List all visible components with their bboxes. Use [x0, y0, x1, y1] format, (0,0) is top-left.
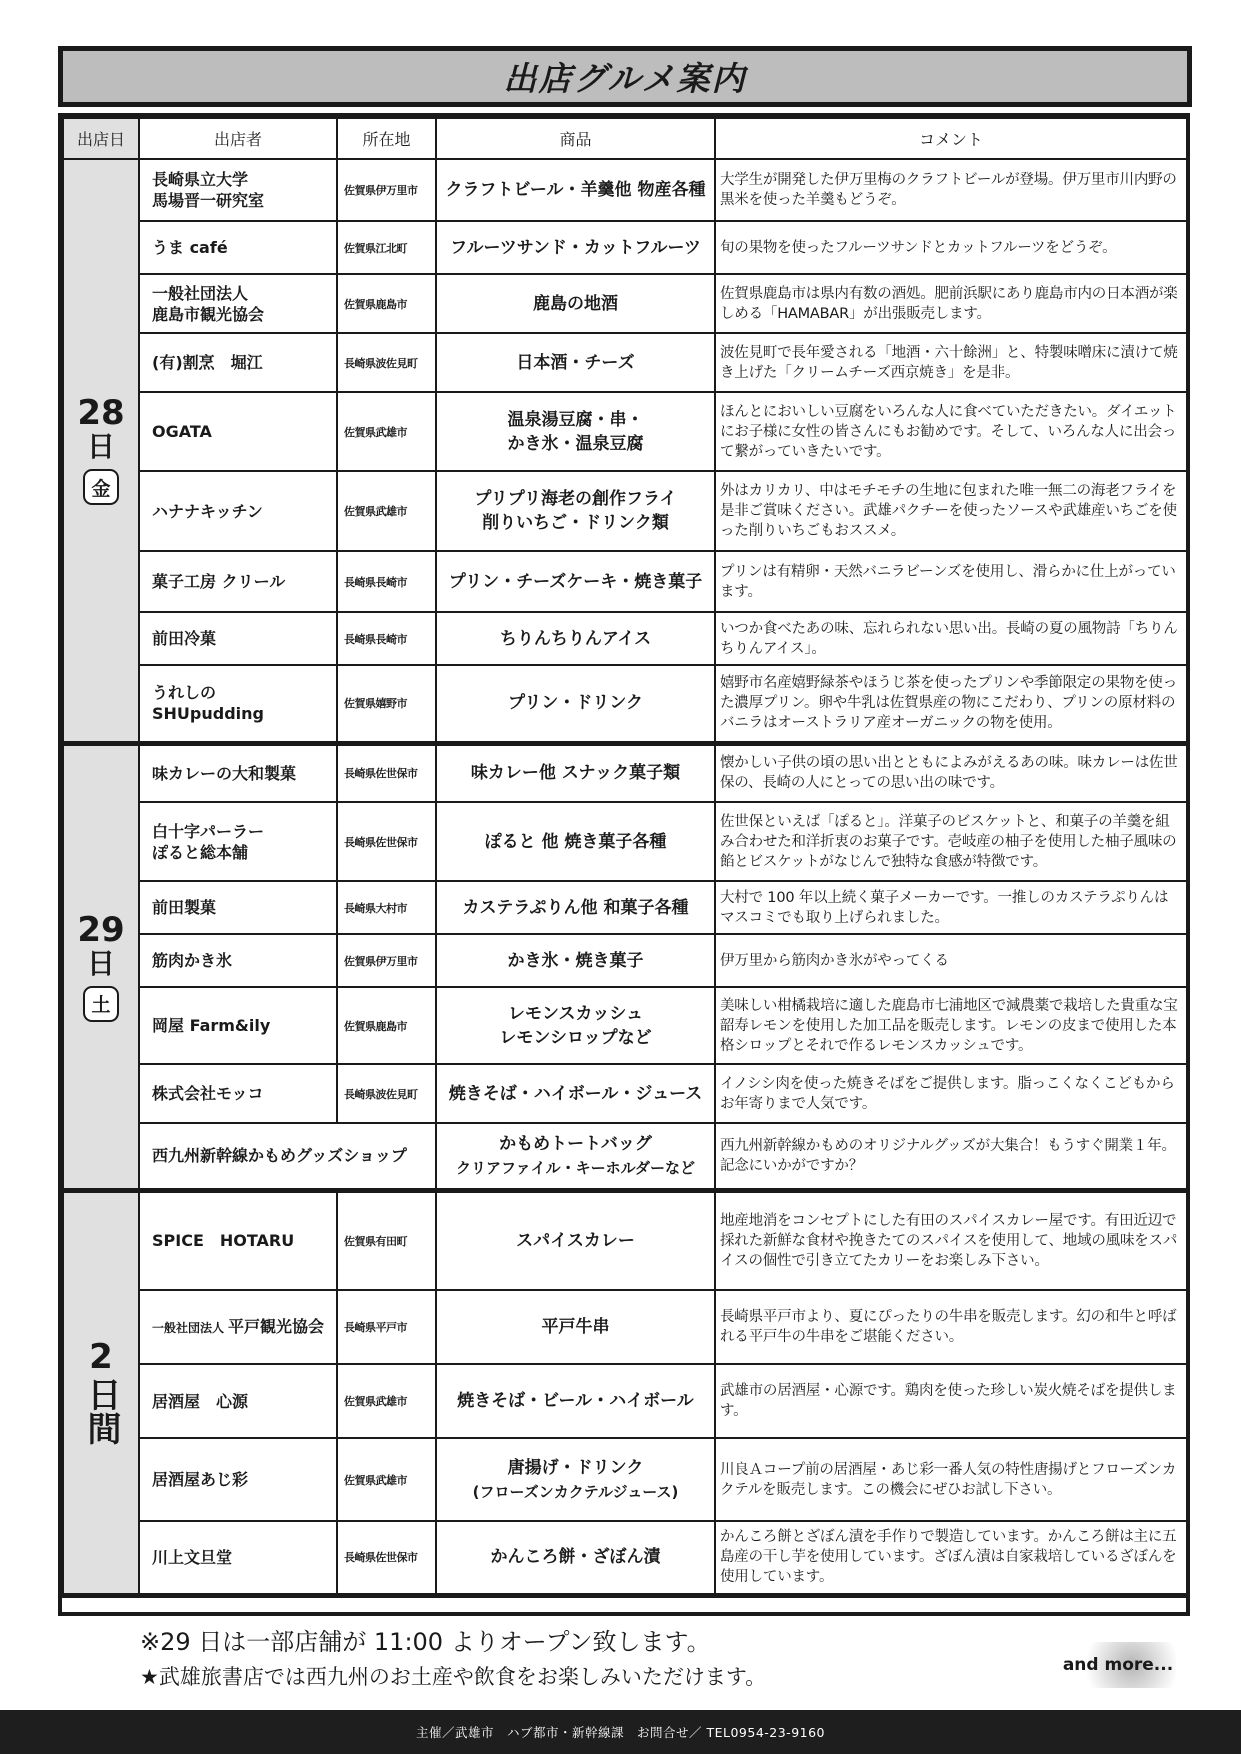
- vendor-name: ハナナキッチン: [139, 471, 337, 551]
- vendor-comment: 佐賀県鹿島市は県内有数の酒処。肥前浜駅にあり鹿島市内の日本酒が楽しめる「HAMABAR」が出張販売します。: [715, 274, 1187, 333]
- vendor-location: 長崎県佐世保市: [337, 802, 436, 881]
- table-row: [63, 802, 1187, 881]
- weekday-badge: 金: [83, 469, 119, 505]
- table-row: [63, 1064, 1187, 1123]
- vendor-location: 長崎県佐世保市: [337, 1521, 436, 1595]
- product-name: ちりんちりんアイス: [436, 612, 715, 665]
- product-name: 焼きそば・ハイボール・ジュース: [436, 1064, 715, 1123]
- vendor-comment: 伊万里から筋肉かき氷がやってくる: [715, 934, 1187, 987]
- product-name: 唐揚げ・ドリンク: [507, 1457, 644, 1478]
- vendor-name: 菓子工房 クリール: [139, 551, 337, 612]
- product-name: プリプリ海老の創作フライ 削りいちご・ドリンク類: [436, 471, 715, 551]
- vendor-comment: 武雄市の居酒屋・心源です。鶏肉を使った珍しい炭火焼そばを提供します。: [715, 1364, 1187, 1438]
- vendor-name: うま café: [139, 221, 337, 274]
- vendor-comment: 外はカリカリ、中はモチモチの生地に包まれた唯一無二の海老フライを是非ご賞味ください。武雄パクチーを使ったソースや武雄産いちごを使った削りいちごもおススメ。: [715, 471, 1187, 551]
- footer: 主催／武雄市 ハブ都市・新幹線課 お問合せ／ TEL0954-23-9160: [0, 1710, 1241, 1754]
- vendor-location: 佐賀県武雄市: [337, 471, 436, 551]
- column-header-day: 出店日: [63, 118, 139, 159]
- table-header-row: [63, 118, 1187, 159]
- vendor-location: 長崎県佐世保市: [337, 743, 436, 802]
- table-row: [63, 743, 1187, 802]
- column-header-product: 商品: [436, 118, 715, 159]
- product-name: フルーツサンド・カットフルーツ: [436, 221, 715, 274]
- product-name: 味カレー他 スナック菓子類: [436, 743, 715, 802]
- vendor-comment: 大学生が開発した伊万里梅のクラフトビールが登場。伊万里市川内野の黒米を使った羊羹もどうぞ。: [715, 159, 1187, 221]
- vendor-location: 佐賀県鹿島市: [337, 987, 436, 1064]
- vendor-name: 株式会社モッコ: [139, 1064, 337, 1123]
- table-row: [63, 392, 1187, 471]
- table-row: [63, 665, 1187, 743]
- vendor-location: 長崎県平戸市: [337, 1290, 436, 1364]
- day-label: [77, 395, 124, 505]
- vendor-comment: 美味しい柑橘栽培に適した鹿島市七浦地区で減農薬で栽培した貴重な宝韶寿レモンを使用した加工品を販売します。レモンの皮まで使用した本格シロップとそれで作るレモンスカッシュです。: [715, 987, 1187, 1064]
- product-name: かもめトートバッグ: [499, 1133, 652, 1154]
- vendor-comment: かんころ餅とざぼん漬を手作りで製造しています。かんころ餅は主に五島産の干し芋を使用しています。ざぼん漬は自家栽培しているざぼんを使用しています。: [715, 1521, 1187, 1595]
- vendor-name: 味カレーの大和製菓: [139, 743, 337, 802]
- day-label: [77, 909, 125, 1022]
- vendor-name: 居酒屋 心源: [139, 1364, 337, 1438]
- product-name: 平戸牛串: [436, 1290, 715, 1364]
- table-row: [63, 934, 1187, 987]
- vendor-location: 佐賀県鹿島市: [337, 274, 436, 333]
- table-row: [63, 274, 1187, 333]
- product-name: クラフトビール・羊羹他 物産各種: [436, 159, 715, 221]
- table-row: [63, 1123, 1187, 1190]
- vendor-name: SPICE HOTARU: [139, 1190, 337, 1290]
- vendor-name: 西九州新幹線かもめグッズショップ: [139, 1123, 436, 1190]
- vendor-name: 川上文旦堂: [139, 1521, 337, 1595]
- bookstore-note: ★武雄旅書店では西九州のお土産や飲食をお楽しみいただけます。: [140, 1665, 767, 1689]
- product-name: かき氷・焼き菓子: [436, 934, 715, 987]
- vendor-name: 一般社団法人 鹿島市観光協会: [139, 274, 337, 333]
- vendor-name: OGATA: [139, 392, 337, 471]
- table-row: [63, 333, 1187, 392]
- vendor-comment: 波佐見町で長年愛される「地酒・六十餘洲」と、特製味噌床に漬けて焼き上げた「クリームチーズ西京焼き」を是非。: [715, 333, 1187, 392]
- vendor-name: 居酒屋あじ彩: [139, 1438, 337, 1521]
- table-row: [63, 221, 1187, 274]
- vendor-comment: 長崎県平戸市より、夏にぴったりの牛串を販売します。幻の和牛と呼ばれる平戸牛の牛串をご堪能ください。: [715, 1290, 1187, 1364]
- vendor-name: うれしの SHUpudding: [139, 665, 337, 743]
- day-unit: 日: [86, 430, 115, 464]
- vendor-comment: イノシシ肉を使った焼きそばをご提供します。脂っこくなくこどもからお年寄りまで人気です。: [715, 1064, 1187, 1123]
- day-cell: [63, 1190, 139, 1595]
- vendor-comment: 懐かしい子供の頃の思い出とともによみがえるあの味。味カレーは佐世保の、長崎の人にとっての思い出の味です。: [715, 743, 1187, 802]
- product-name: プリン・ドリンク: [436, 665, 715, 743]
- day-number: 29: [77, 909, 125, 950]
- vendor-name: 前田製菓: [139, 881, 337, 934]
- product-name: 温泉湯豆腐・串・ かき氷・温泉豆腐: [436, 392, 715, 471]
- product-name: スパイスカレー: [436, 1190, 715, 1290]
- table-row: [63, 1190, 1187, 1290]
- vendor-name: 前田冷菓: [139, 612, 337, 665]
- vendor-location: 佐賀県武雄市: [337, 392, 436, 471]
- day-unit: 日: [86, 946, 115, 980]
- day-number: 28: [77, 393, 125, 434]
- day-cell: [63, 159, 139, 743]
- product-subtext: (フローズンカクテルジュース): [472, 1482, 679, 1501]
- and-more-badge: and more...: [1060, 1642, 1176, 1688]
- product-name: 鹿島の地酒: [436, 274, 715, 333]
- product-name: レモンスカッシュ レモンシロップなど: [436, 987, 715, 1064]
- vendor-comment: いつか食べたあの味、忘れられない思い出。長崎の夏の風物詩「ちりんちりんアイス」。: [715, 612, 1187, 665]
- product-name: プリン・チーズケーキ・焼き菓子: [436, 551, 715, 612]
- vendor-name: [139, 1290, 337, 1364]
- vendor-table-frame: [58, 113, 1190, 1616]
- table-row: [63, 1290, 1187, 1364]
- vendor-location: 佐賀県伊万里市: [337, 934, 436, 987]
- product-name: ぽると 他 焼き菓子各種: [436, 802, 715, 881]
- day-cell: [63, 743, 139, 1190]
- vendor-comment: 西九州新幹線かもめのオリジナルグッズが大集合！もうすぐ開業１年。記念にいかがですか？: [715, 1123, 1187, 1190]
- notes: [140, 1624, 766, 1694]
- column-header-location: 所在地: [337, 118, 436, 159]
- vendor-comment: ほんとにおいしい豆腐をいろんな人に食べていただきたい。ダイエットにお子様に女性の皆さんにもお勧めです。そして、いろんな人に出会って繋がっていきたいです。: [715, 392, 1187, 471]
- vendor-comment: 大村で 100 年以上続く菓子メーカーです。一推しのカステラぷりんはマスコミでも取り上げられました。: [715, 881, 1187, 934]
- table-row: [63, 987, 1187, 1064]
- product-name: 焼きそば・ビール・ハイボール: [436, 1364, 715, 1438]
- vendor-location: 佐賀県武雄市: [337, 1438, 436, 1521]
- column-header-comment: コメント: [715, 118, 1187, 159]
- product-name: かんころ餅・ざぼん漬: [436, 1521, 715, 1595]
- vendor-comment: 川良Ａコープ前の居酒屋・あじ彩一番人気の特性唐揚げとフローズンカクテルを販売します。この機会にぜひお試し下さい。: [715, 1438, 1187, 1521]
- product-cell: [436, 1438, 715, 1521]
- vendor-location: 佐賀県武雄市: [337, 1364, 436, 1438]
- product-cell: [436, 1123, 715, 1190]
- opening-time-note: ※29 日は一部店舗が 11:00 よりオープン致します。: [140, 1628, 711, 1656]
- table-row: [63, 159, 1187, 221]
- vendor-location: 佐賀県嬉野市: [337, 665, 436, 743]
- vendor-location: 佐賀県江北町: [337, 221, 436, 274]
- title-banner: [58, 46, 1192, 107]
- vendor-location: 佐賀県伊万里市: [337, 159, 436, 221]
- product-name: 日本酒・チーズ: [436, 333, 715, 392]
- weekday-badge: 土: [83, 986, 119, 1022]
- vendor-prefix: 一般社団法人: [152, 1320, 225, 1335]
- vendor-comment: 旬の果物を使ったフルーツサンドとカットフルーツをどうぞ。: [715, 221, 1187, 274]
- vendor-table: [62, 117, 1188, 1598]
- table-body: [63, 159, 1187, 1595]
- vendor-location: 長崎県長崎市: [337, 612, 436, 665]
- table-row: [63, 1521, 1187, 1595]
- vendor-location: 長崎県波佐見町: [337, 1064, 436, 1123]
- vendor-comment: 地産地消をコンセプトにした有田のスパイスカレー屋です。有田近辺で採れた新鮮な食材や挽きたてのスパイスを使用して、地域の風味をスパイスの個性で引き立てたカリーをお楽しみ下さい。: [715, 1190, 1187, 1290]
- vendor-name: 筋肉かき氷: [139, 934, 337, 987]
- table-row: [63, 1364, 1187, 1438]
- vendor-name: 岡屋 Farm&ily: [139, 987, 337, 1064]
- vendor-comment: 嬉野市名産嬉野緑茶やほうじ茶を使ったプリンや季節限定の果物を使った濃厚プリン。卵や牛乳は佐賀県産の物にこだわり、プリンの原材料のバニラはオーストラリア産オーガニックの物を使用。: [715, 665, 1187, 743]
- vendor-comment: 佐世保といえば「ぽると」。洋菓子のビスケットと、和菓子の羊羹を組み合わせた和洋折衷のお菓子です。壱岐産の柚子を使用した柚子風味の餡とビスケットがなじんで独特な食感が特徴です。: [715, 802, 1187, 881]
- table-row: [63, 612, 1187, 665]
- product-name: カステラぷりん他 和菓子各種: [436, 881, 715, 934]
- table-row: [63, 881, 1187, 934]
- vendor-name: 白十字パーラー ぽると総本舗: [139, 802, 337, 881]
- table-row: [63, 1438, 1187, 1521]
- product-subtext: クリアファイル・キーホルダーなど: [455, 1158, 696, 1177]
- table-row: [63, 471, 1187, 551]
- vendor-location: 長崎県長崎市: [337, 551, 436, 612]
- vendor-name-main: 平戸観光協会: [228, 1316, 325, 1336]
- vendor-name: 長崎県立大学 馬場晋一研究室: [139, 159, 337, 221]
- column-header-vendor: 出店者: [139, 118, 337, 159]
- vendor-name: (有)割烹 堀江: [139, 333, 337, 392]
- vendor-location: 長崎県大村市: [337, 881, 436, 934]
- table-row: [63, 551, 1187, 612]
- vendor-location: 長崎県波佐見町: [337, 333, 436, 392]
- vendor-comment: プリンは有精卵・天然バニラビーンズを使用し、滑らかに仕上がっています。: [715, 551, 1187, 612]
- page-title: 出店グルメ案内: [503, 59, 747, 98]
- day-label-vertical: 2日間: [81, 1336, 121, 1445]
- vendor-location: 佐賀県有田町: [337, 1190, 436, 1290]
